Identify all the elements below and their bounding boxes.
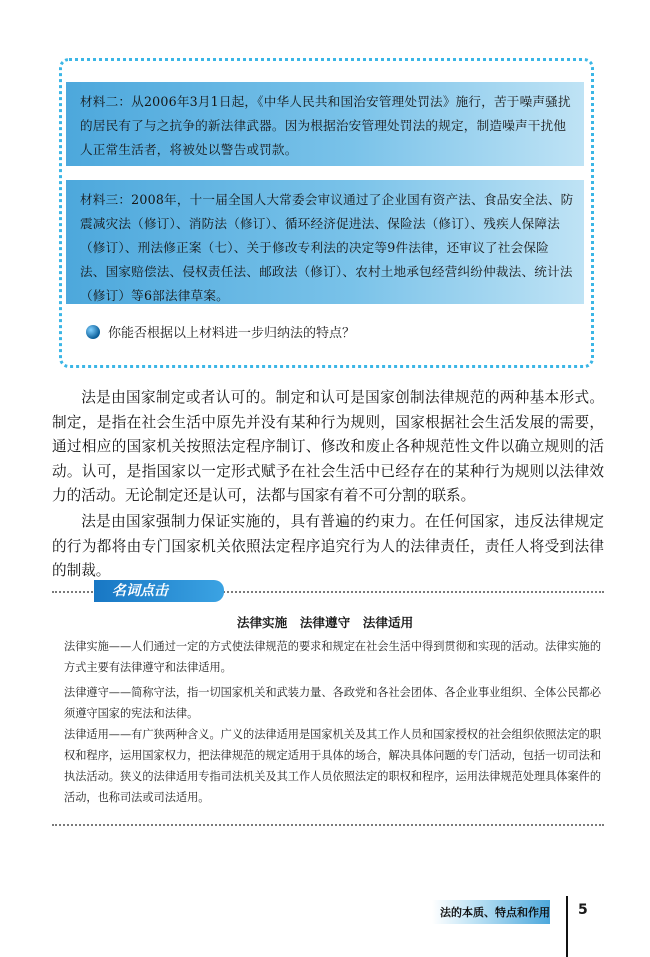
bottom-dotted-divider (52, 824, 604, 826)
body-paragraph-2: 法是由国家强制力保证实施的，具有普遍的约束力。在任何国家，违反法律规定的行为都将由专门国家机关依照法定程序追究行为人的法律责任，责任人将受到法律的制裁。 (52, 513, 604, 579)
question-text: 你能否根据以上材料进一步归纳法的特点？ (108, 326, 356, 341)
material-two (66, 82, 584, 166)
footer-section-label: 法的本质、特点和作用 (440, 906, 550, 919)
page-number: 5 (578, 902, 588, 918)
term-tag: 名词点击 (94, 580, 224, 602)
material-three (66, 180, 584, 304)
discussion-question (86, 322, 355, 341)
term-definition-application: 法律适用——有广狭两种含义。广义的法律适用是国家机关及其工作人员和国家授权的社会组织依照法定的职权和程序，运用国家权力，把法律规范的规定适用于具体的场合，解决具体问题的专门活动，包括一切司法和执法活动。狭义的法律适用专指司法机关及其工作人员依照法定的职权和程序，运用法律规范处理具体案件的活动，也称司法或司法适用。 (64, 728, 602, 804)
footer-rule (566, 896, 568, 957)
body-paragraph-1: 法是由国家制定或者认可的。制定和认可是国家创制法律规范的两种基本形式。制定，是指在社会生活中原先并没有某种行为规则，国家根据社会生活发展的需要，通过相应的国家机关按照法定程序制订、修改和废止各种规范性文件以确立规则的活动。认可，是指国家以一定形式赋予在社会生活中已经存在的某种行为规则以法律效力的活动。无论制定还是认可，法都与国家有着不可分割的联系。 (52, 389, 604, 504)
term-definition-observance: 法律遵守——简称守法，指一切国家机关和武装力量、各政党和各社会团体、各企业事业组织、全体公民都必须遵守国家的宪法和法律。 (64, 686, 602, 720)
material-three-text: 材料三：2008年，十一届全国人大常委会审议通过了企业国有资产法、食品安全法、防震减灾法（修订）、消防法（修订）、循环经济促进法、保险法（修订）、残疾人保障法（修订）、刑法修正案（七）、关于修改专利法的决定等9件法律，还审议了社会保险法、国家赔偿法、侵权责任法、邮政法（修订）、农村土地承包经营纠纷仲裁法、统计法（修订）等6部法律草案。 (80, 192, 574, 303)
term-definition-implementation: 法律实施——人们通过一定的方式使法律规范的要求和规定在社会生活中得到贯彻和实现的活动。法律实施的方式主要有法律遵守和法律适用。 (64, 640, 602, 674)
material-two-text: 材料二：从2006年3月1日起，《中华人民共和国治安管理处罚法》施行，苦于噪声骚扰的居民有了与之抗争的新法律武器。因为根据治安管理处罚法的规定，制造噪声干扰他人正常生活者，将被处以警告或罚款。 (80, 94, 571, 157)
bullet-icon (86, 325, 100, 339)
term-section-header (52, 580, 604, 602)
term-title: 法律实施 法律遵守 法律适用 (236, 615, 414, 630)
